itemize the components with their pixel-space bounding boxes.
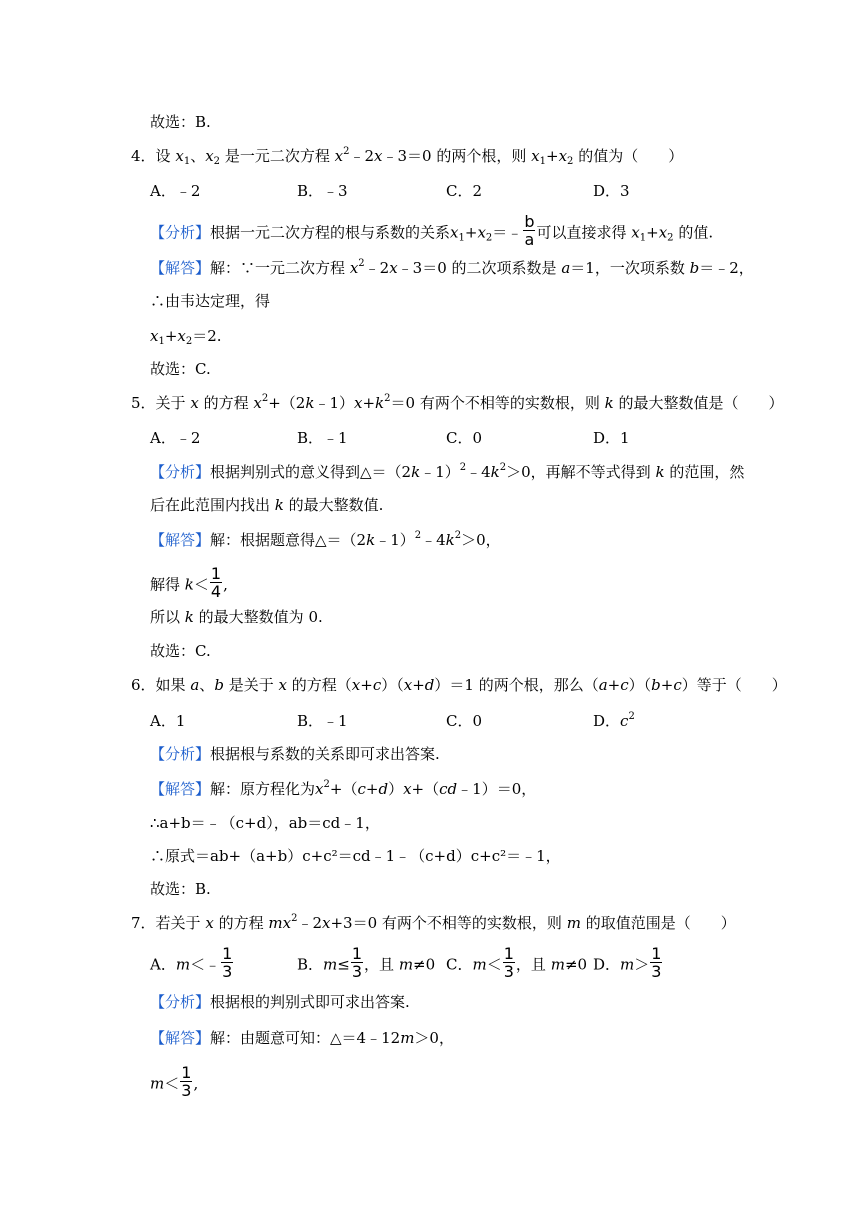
option-a: A．1 [150,712,186,730]
answer-tag: 【解答】 [150,780,211,798]
answer-4-line2: ∴由韦达定理，得 [150,292,271,310]
answer-5-line2: 解得 k＜ $\frac{1}{4}$ , [150,564,228,601]
choose-line: 故选：B. [150,880,211,898]
answer-6: 【解答】解：原方程化为$x^2+(c+d)x+(cd﹣1)=0$， [150,779,537,798]
fraction: $\frac{1}{3}$ [181,1063,192,1100]
analysis-tag: 【分析】 [150,463,211,481]
answer-7-line2: m＜ $\frac{1}{3}$ , [150,1063,199,1100]
fraction: $\frac{1}{4}$ [210,564,222,601]
analysis-5: 【分析】根据判别式的意义得到$\triangle=(2k﹣1)^2﹣4k^2>0$，再解不等式得到 k 的范围，然 [150,462,745,481]
option-b: B．m≤ $\frac{1}{3}$ ，且 m≠0 [297,944,436,981]
question-6: 6．如果 a、b 是关于 x 的方程（x+c）（x+d）＝1 的两个根，那么（a+c）（b+c）等于（ ） [131,676,787,694]
answer-4: 【解答】解：∵一元二次方程 $x^2﹣2x﹣3=0$ 的二次项系数是 a＝1，一次项系数 b＝﹣2， [150,258,754,277]
analysis-4: 【分析】根据一元二次方程的根与系数的关系$x_1+x_2=﹣$ $\frac{b}{a}$ 可以直接求得 $x_1+x_2$ 的值. [150,212,714,249]
option-d: D．m＞ $\frac{1}{3}$ [593,944,662,981]
fraction: $\frac{1}{3}$ [503,944,514,981]
fraction: $\frac{1}{3}$ [351,944,363,981]
option-c: C．m＜ $\frac{1}{3}$ ，且 m≠0 [446,944,588,981]
analysis-7: 【分析】根据根的判别式即可求出答案. [150,993,410,1011]
option-c: C．0 [446,429,483,447]
question-5: 5．关于 x 的方程 $x^2+(2k﹣1)x+k^2=0$ 有两个不相等的实数根，则 k 的最大整数值是（ ） [131,393,784,412]
answer-6-line3: ∴原式＝ab+（a+b）c+c²＝cd﹣1﹣（c+d）c+c²＝﹣1， [150,847,561,865]
analysis-6: 【分析】根据根与系数的关系即可求出答案. [150,745,440,763]
analysis-tag: 【分析】 [150,745,211,763]
option-b: B．﹣1 [297,712,348,730]
analysis-tag: 【分析】 [150,993,211,1011]
option-d: D．$c^2$ [593,711,635,730]
question-4: 4．设 $x_1$、$x_2$ 是一元二次方程 $x^2﹣2x﹣3=0$ 的两个根，则 $x_1+x_2$ 的值为（ ） [131,146,684,167]
option-d: D．3 [593,182,630,200]
option-b: B．﹣1 [297,429,348,447]
option-a: A．﹣2 [150,182,201,200]
choose-line: 故选：C. [150,360,211,378]
fraction: $\frac{1}{3}$ [222,944,233,981]
option-a: A．m＜﹣ $\frac{1}{3}$ [150,944,233,981]
option-c: C．2 [446,182,483,200]
option-b: B．﹣3 [297,182,348,200]
answer-4-line3: $x_1+x_2=2$. [150,327,222,347]
answer-tag: 【解答】 [150,531,211,549]
answer-tag: 【解答】 [150,259,211,277]
choose-line: 故选：B. [150,113,211,131]
answer-5-line3: 所以 k 的最大整数值为 0. [150,608,323,626]
option-a: A．﹣2 [150,429,201,447]
analysis-5-line2: 后在此范围内找出 k 的最大整数值. [150,496,384,514]
analysis-tag: 【分析】 [150,223,211,242]
question-7: 7．若关于 x 的方程 $mx^2﹣2x+3=0$ 有两个不相等的实数根，则 m 的取值范围是（ ） [131,913,736,932]
answer-tag: 【解答】 [150,1029,211,1047]
option-d: D．1 [593,429,630,447]
fraction: $\frac{b}{a}$ [524,212,535,249]
answer-6-line2: ∴a+b＝﹣（c+d），ab＝cd﹣1， [150,814,380,832]
answer-7: 【解答】解：由题意可知：△＝4﹣12m＞0， [150,1029,454,1047]
option-c: C．0 [446,712,483,730]
choose-line: 故选：C. [150,642,211,660]
fraction: $\frac{1}{3}$ [651,944,662,981]
answer-5: 【解答】解：根据题意得$\triangle=(2k﹣1)^2﹣4k^2>0$， [150,530,501,549]
